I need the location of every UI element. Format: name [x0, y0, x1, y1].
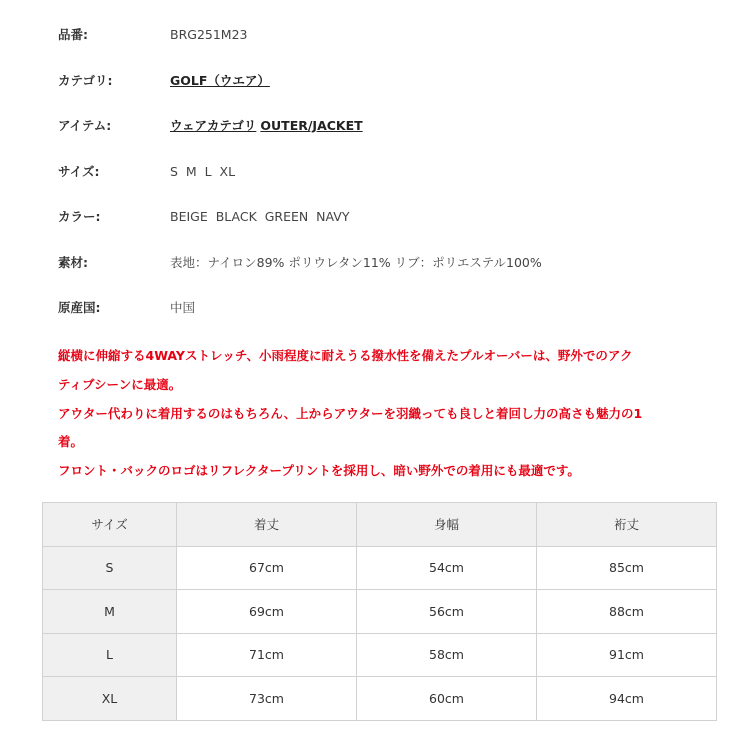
spec-label: 品番: — [58, 27, 88, 42]
table-row — [43, 677, 717, 721]
sleeve-cell: 88cm — [537, 590, 717, 634]
description-line: 縦横に伸縮する4WAYストレッチ、小雨程度に耐えうる撥水性を備えたプルオーバーは、野外でのアク — [58, 348, 633, 363]
table-header-row — [43, 503, 717, 547]
description-line: ティブシーンに最適。 — [58, 376, 182, 392]
product-number-value: BRG251M23 — [170, 27, 248, 42]
size-cell: XL — [43, 677, 177, 721]
spec-row-product-number — [58, 22, 718, 68]
sleeve-cell: 85cm — [537, 546, 717, 590]
category-value — [170, 68, 270, 94]
spec-row-category — [58, 68, 718, 114]
width-cell: 60cm — [357, 677, 537, 721]
size-cell: L — [43, 633, 177, 677]
item-link-wear-category[interactable]: ウェアカテゴリ — [170, 118, 257, 133]
header-width: 身幅 — [357, 503, 537, 547]
width-cell: 58cm — [357, 633, 537, 677]
width-cell: 54cm — [357, 546, 537, 590]
description-line: アウター代わりに着用するのはもちろん、上からアウターを羽織っても良しと着回し力の高さも魅力の1 — [58, 405, 643, 421]
item-value — [170, 113, 363, 139]
item-link-outer-jacket[interactable]: OUTER/JACKET — [260, 118, 363, 133]
spec-row-size — [58, 159, 718, 205]
spec-row-color — [58, 204, 718, 250]
material-value: 表地：ナイロン89% ポリウレタン11% リブ：ポリエステル100% — [170, 254, 542, 270]
sleeve-cell: 94cm — [537, 677, 717, 721]
table-row — [43, 546, 717, 590]
size-value: S M L XL — [170, 163, 236, 179]
spec-label: サイズ: — [58, 163, 100, 179]
color-value: BEIGE BLACK GREEN NAVY — [170, 209, 350, 224]
width-cell: 56cm — [357, 590, 537, 634]
size-chart-table — [42, 502, 717, 721]
spec-label: カテゴリ: — [58, 72, 113, 88]
table-row — [43, 590, 717, 634]
header-length: 着丈 — [177, 503, 357, 547]
size-cell: M — [43, 590, 177, 634]
spec-label: 原産国: — [58, 300, 101, 315]
spec-label: アイテム: — [58, 118, 112, 133]
size-cell: S — [43, 546, 177, 590]
spec-row-item — [58, 113, 718, 159]
spec-row-origin — [58, 295, 718, 341]
origin-value: 中国 — [170, 300, 196, 315]
category-link-golf[interactable]: GOLF（ウエア） — [170, 72, 270, 88]
product-specs — [58, 22, 718, 341]
description-line: 着。 — [58, 434, 84, 450]
length-cell: 67cm — [177, 546, 357, 590]
spec-label: カラー: — [58, 209, 101, 224]
spec-row-material — [58, 250, 718, 296]
sleeve-cell: 91cm — [537, 633, 717, 677]
header-size: サイズ — [43, 503, 177, 547]
table-row — [43, 633, 717, 677]
length-cell: 69cm — [177, 590, 357, 634]
spec-label: 素材: — [58, 254, 88, 270]
description-line: フロント・バックのロゴはリフレクタープリントを採用し、暗い野外での着用にも最適です。 — [58, 463, 580, 479]
length-cell: 71cm — [177, 633, 357, 677]
length-cell: 73cm — [177, 677, 357, 721]
product-description — [58, 342, 718, 486]
header-sleeve: 裄丈 — [537, 503, 717, 547]
